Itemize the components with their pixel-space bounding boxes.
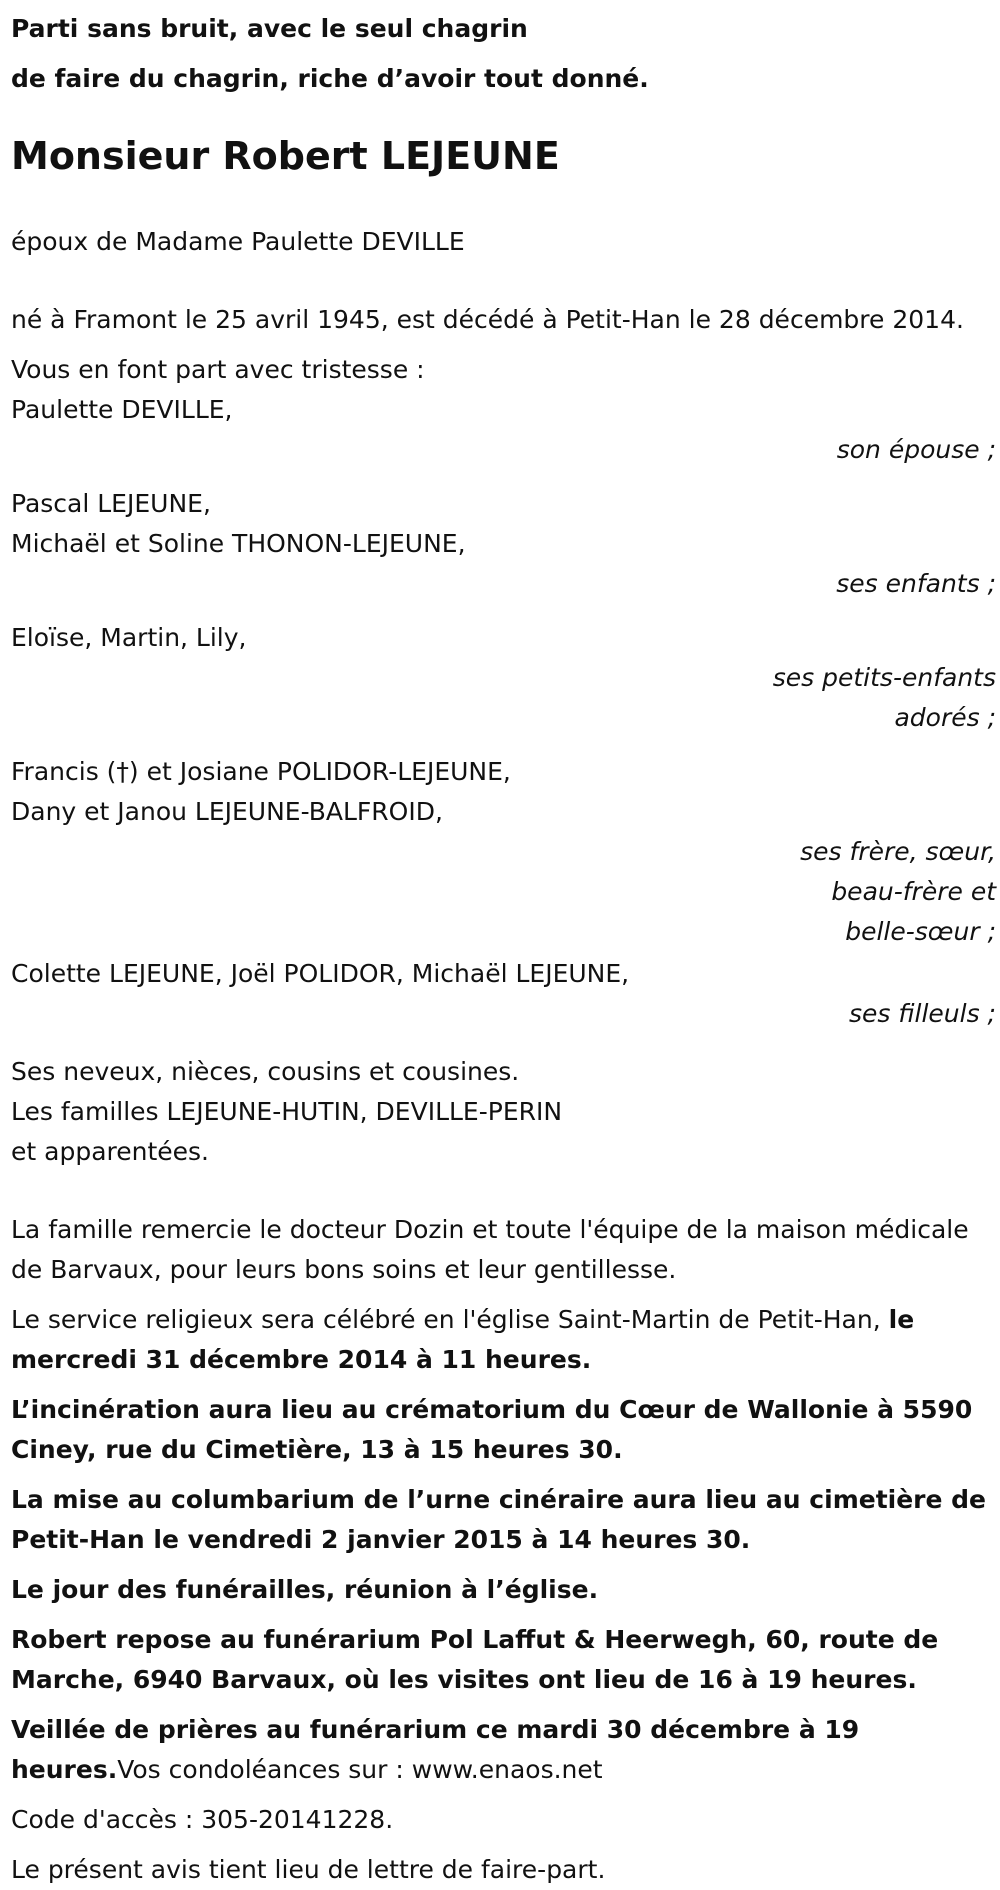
group-role (11, 832, 996, 952)
group-people (11, 752, 996, 832)
condolences-text: Vos condoléances sur : www.enaos.net (117, 1755, 603, 1784)
group-people (11, 954, 996, 994)
extended-family (11, 1052, 991, 1172)
deceased-name: Monsieur Robert LEJEUNE (11, 134, 560, 178)
service-text: Le service religieux sera célébré en l'église Saint-Martin de Petit-Han, (11, 1305, 889, 1334)
closing-line: Le présent avis tient lieu de lettre de faire-part. (11, 1855, 606, 1884)
birth-death-line: né à Framont le 25 avril 1945, est décédé à Petit-Han le 28 décembre 2014. (11, 305, 964, 334)
role-line: adorés ; (894, 703, 996, 732)
family-line-3: et apparentées. (11, 1137, 209, 1166)
person-line: Eloïse, Martin, Lily, (11, 623, 247, 652)
role-line: belle-sœur ; (845, 917, 996, 946)
family-group-grandchildren (11, 618, 996, 738)
group-role (11, 994, 996, 1034)
family-group-spouse (11, 390, 996, 470)
family-group-siblings (11, 752, 996, 952)
role-line: ses filleuls ; (849, 999, 996, 1028)
vigil-text: Veillée de prières au funérarium ce mardi 30 décembre à 19 heures. (11, 1715, 860, 1784)
group-role (11, 430, 996, 470)
group-role (11, 658, 996, 738)
person-line: Francis (†) et Josiane POLIDOR-LEJEUNE, (11, 757, 511, 786)
verse (11, 4, 991, 104)
group-people (11, 618, 996, 658)
role-line: ses enfants ; (836, 569, 996, 598)
person-line: Pascal LEJEUNE, (11, 489, 211, 518)
verse-line-1: Parti sans bruit, avec le seul chagrin (11, 14, 528, 43)
service-paragraph (11, 1300, 986, 1380)
vigil-paragraph (11, 1710, 986, 1790)
person-line: Michaël et Soline THONON-LEJEUNE, (11, 529, 466, 558)
access-code: Code d'accès : 305-20141228. (11, 1805, 394, 1834)
group-people (11, 390, 996, 430)
role-line: ses petits-enfants (772, 663, 996, 692)
thanks-paragraph: La famille remercie le docteur Dozin et toute l'équipe de la maison médicale de Barvaux, pour leurs bons soins et leur gentillesse. (11, 1215, 969, 1284)
person-line: Dany et Janou LEJEUNE-BALFROID, (11, 797, 443, 826)
meeting-paragraph: Le jour des funérailles, réunion à l’église. (11, 1575, 599, 1604)
obituary-notice (11, 4, 996, 1890)
group-role (11, 564, 996, 604)
family-group-godchildren (11, 954, 996, 1034)
funeral-home-paragraph: Robert repose au funérarium Pol Laffut & Heerwegh, 60, route de Marche, 6940 Barvaux, où les visites ont lieu de 16 à 19 heures. (11, 1625, 939, 1694)
role-line: ses frère, sœur, (800, 837, 996, 866)
role-line: son épouse ; (836, 435, 996, 464)
person-line: Colette LEJEUNE, Joël POLIDOR, Michaël LEJEUNE, (11, 959, 630, 988)
family-line-2: Les familles LEJEUNE-HUTIN, DEVILLE-PERIN (11, 1097, 563, 1126)
cremation-paragraph: L’incinération aura lieu au crématorium du Cœur de Wallonie à 5590 Ciney, rue du Cimetière, 13 à 15 heures 30. (11, 1395, 973, 1464)
spouse-line: époux de Madame Paulette DEVILLE (11, 227, 465, 256)
family-line-1: Ses neveux, nièces, cousins et cousines. (11, 1057, 520, 1086)
role-line: beau-frère et (831, 877, 996, 906)
person-line: Paulette DEVILLE, (11, 395, 233, 424)
service-date: le mercredi 31 décembre 2014 à 11 heures. (11, 1305, 915, 1374)
family-group-children (11, 484, 996, 604)
group-people (11, 484, 996, 564)
columbarium-paragraph: La mise au columbarium de l’urne cinéraire aura lieu au cimetière de Petit-Han le vendredi 2 janvier 2015 à 14 heures 30. (11, 1485, 987, 1554)
announcement-line: Vous en font part avec tristesse : (11, 355, 425, 384)
verse-line-2: de faire du chagrin, riche d’avoir tout donné. (11, 64, 649, 93)
